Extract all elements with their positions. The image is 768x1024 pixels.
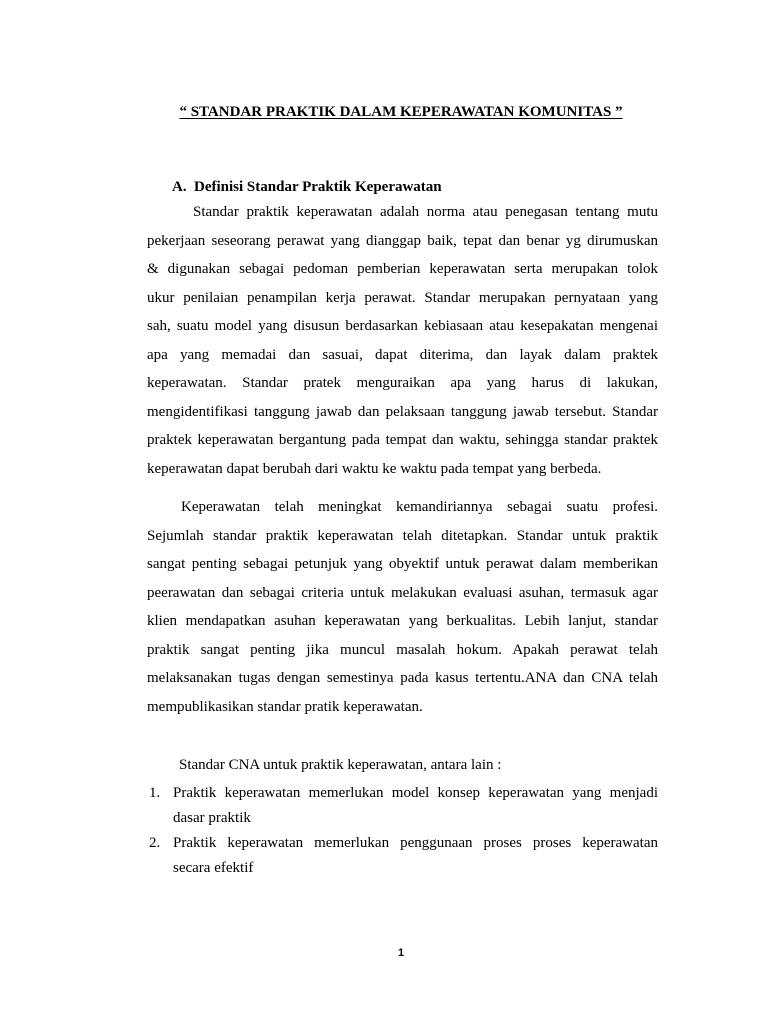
paragraph-line: mempublikasikan standar pratik keperawatan. (147, 698, 423, 715)
list-item-line: Praktik keperawatan memerlukan penggunaan proses proses keperawatan (173, 835, 658, 851)
paragraph-line: apa yang memadai dan sasuai, dapat diterima, dan layak dalam praktek (147, 346, 658, 363)
paragraph-profession (147, 493, 658, 721)
paragraph-line: Standar praktik keperawatan adalah norma atau penegasan tentang mutu (193, 204, 658, 220)
document-title: “ STANDAR PRAKTIK DALAM KEPERAWATAN KOMUNITAS ” (179, 104, 623, 120)
paragraph-definition (147, 198, 658, 483)
paragraph-line: & digunakan sebagai pedoman pemberian keperawatan serta merupakan tolok (147, 261, 658, 277)
paragraph-line: sangat penting sebagai petunjuk yang obyektif untuk perawat dalam memberikan (147, 556, 658, 572)
paragraph-line: pekerjaan seseorang perawat yang dianggap baik, tepat dan benar yg dirumuskan (147, 232, 658, 249)
paragraph-line: ukur penilaian penampilan kerja perawat. Standar merupakan pernyataan yang (147, 289, 658, 306)
paragraph-line: Sejumlah standar praktik keperawatan telah ditetapkan. Standar untuk praktik (147, 527, 658, 544)
standards-list (147, 781, 658, 881)
page-number: 1 (397, 947, 405, 959)
paragraph-line: Keperawatan telah meningkat kemandiriannya sebagai suatu profesi. (181, 499, 658, 515)
paragraph-line: mengidentifikasi tanggung jawab dan pelaksaan tanggung jawab tersebut. Standar (147, 403, 658, 420)
paragraph-line: melaksanakan tugas dengan semestinya pada kasus tertentu.ANA dan CNA telah (147, 670, 658, 686)
paragraph-line: praktek keperawatan bergantung pada tempat dan waktu, sehingga standar praktek (147, 432, 658, 448)
list-item (147, 781, 658, 831)
list-intro: Standar CNA untuk praktik keperawatan, antara lain : (179, 757, 502, 773)
paragraph-line: keperawatan. Standar pratek menguraikan apa yang harus di lakukan, (147, 375, 658, 391)
section-heading (172, 179, 442, 196)
section-heading-text: Definisi Standar Praktik Keperawatan (194, 179, 442, 195)
list-item-number: 1. (149, 785, 161, 801)
list-item-line: secara efektif (173, 860, 254, 876)
paragraph-line: praktik sangat penting jika muncul masalah hokum. Apakah perawat telah (147, 641, 658, 658)
list-item-line: dasar praktik (173, 810, 251, 826)
list-item-number: 2. (149, 835, 161, 851)
paragraph-line: klien mendapatkan asuhan keperawatan yang berkualitas. Lebih lanjut, standar (147, 613, 658, 629)
paragraph-line: sah, suatu model yang disusun berdasarkan kebiasaan atau kesepakatan mengenai (147, 318, 658, 334)
section-number: A. (172, 179, 187, 195)
list-item (147, 831, 658, 881)
paragraph-line: keperawatan dapat berubah dari waktu ke waktu pada tempat yang berbeda. (147, 460, 602, 477)
paragraph-line: peerawatan dan sebagai criteria untuk melakukan evaluasi asuhan, termasuk agar (147, 584, 658, 601)
list-item-line: Praktik keperawatan memerlukan model konsep keperawatan yang menjadi (173, 785, 658, 801)
